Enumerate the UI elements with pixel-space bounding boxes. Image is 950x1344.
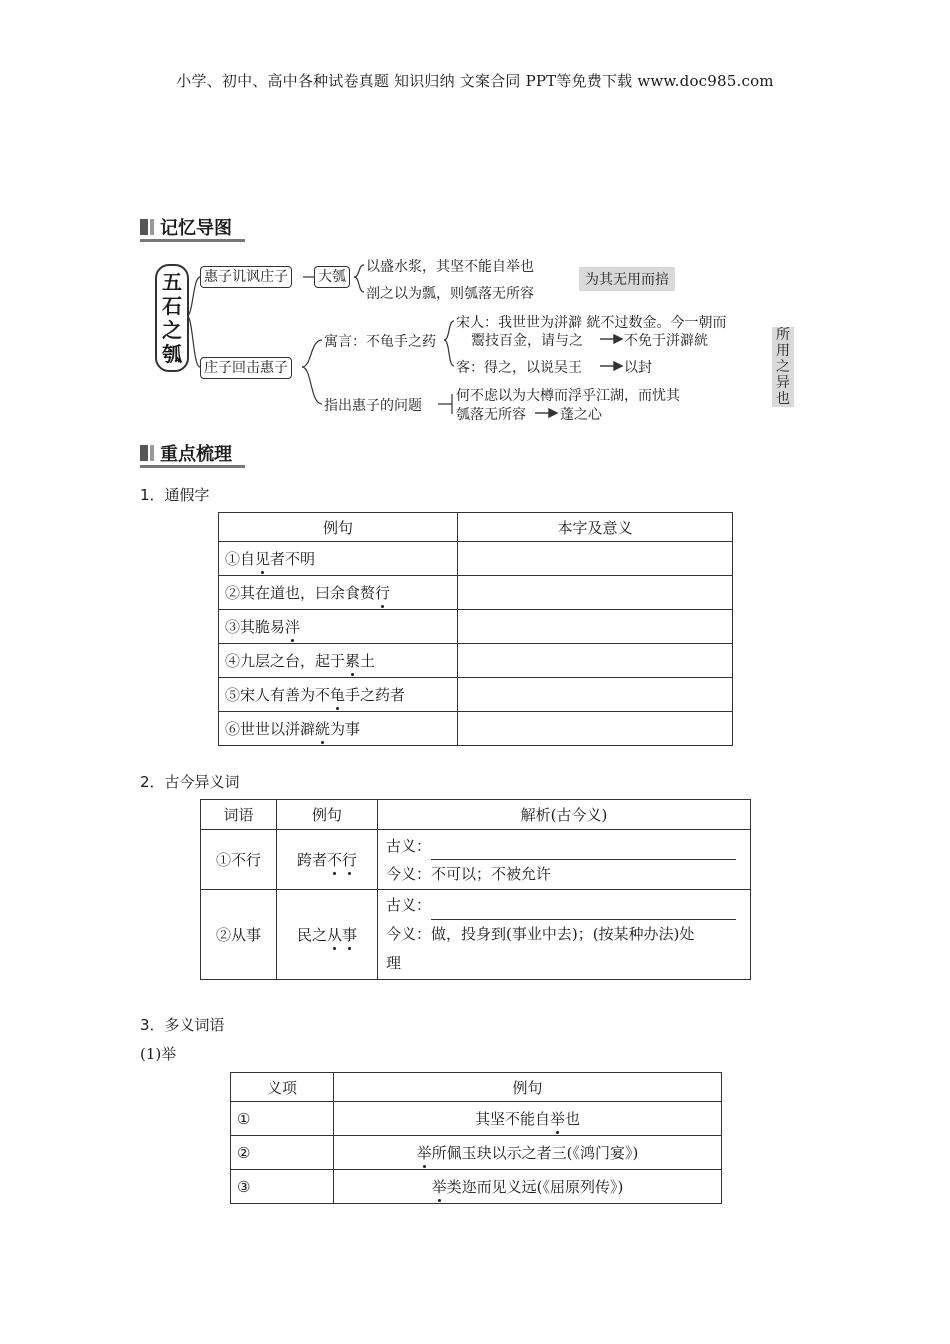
example-cell <box>334 1170 722 1204</box>
example-cell <box>219 678 458 712</box>
section-title-key-points <box>140 442 250 464</box>
section-underline <box>140 465 245 468</box>
answer-blank[interactable] <box>431 845 736 860</box>
mindmap-leaf3-line2-end: 不免于洴澼絖 <box>624 333 708 349</box>
table-duoyi <box>230 1072 722 1204</box>
table-row <box>219 610 733 644</box>
table-row <box>231 1170 722 1204</box>
connector-branch2-zhichu <box>302 367 322 404</box>
table-row <box>231 1136 722 1170</box>
text: 为事 <box>330 720 361 738</box>
connector-yuyan-ke <box>444 340 454 366</box>
mindmap-branch2-child1: 寓言：不龟手之药 <box>324 334 436 350</box>
example-cell <box>219 542 458 576</box>
gu-line <box>386 891 744 920</box>
dotted-char: 举 <box>549 1110 565 1128</box>
connector-yuyan-songren <box>444 321 454 340</box>
answer-cell[interactable] <box>458 678 733 712</box>
table-row <box>201 830 751 890</box>
sense-cell[interactable] <box>231 1170 334 1204</box>
mindmap-leaf2: 剖之以为瓢，则瓠落无所容 <box>366 286 534 302</box>
table-row <box>219 576 733 610</box>
sense-number: ② <box>237 1143 251 1162</box>
answer-cell[interactable] <box>458 542 733 576</box>
table-header: 义项 <box>231 1073 334 1102</box>
gu-label: 古义： <box>386 896 432 914</box>
section-mark-icon-2 <box>150 445 154 461</box>
table-gujin-yiyi <box>200 799 751 980</box>
page-header: 小学、初中、高中各种试卷真题 知识归纳 文案合同 PPT等免费下载 www.doc985.com <box>176 72 774 90</box>
dotted-char: 事 <box>342 926 358 944</box>
text: 跨者 <box>296 851 327 869</box>
section-mark-icon <box>140 445 148 461</box>
text: 者不明 <box>270 550 316 568</box>
mindmap-tag-yiye <box>772 327 794 407</box>
table-tongjiazi <box>218 512 733 746</box>
tag-char-3: 之 <box>776 359 790 375</box>
table-header: 例句 <box>334 1073 722 1102</box>
answer-cell[interactable] <box>458 610 733 644</box>
table-header: 本字及意义 <box>458 513 733 542</box>
table-header: 例句 <box>219 513 458 542</box>
connector-branch2-yuyan <box>302 340 322 367</box>
dotted-char: 行 <box>375 584 391 602</box>
arrow-head-2 <box>614 362 622 370</box>
word-cell: ①不行 <box>201 830 277 890</box>
example-cell <box>219 610 458 644</box>
sense-cell[interactable] <box>231 1136 334 1170</box>
sense-number: ③ <box>237 1177 251 1196</box>
word-cell: ②从事 <box>201 890 277 980</box>
table-header: 词语 <box>201 800 277 830</box>
tag-char-1: 所 <box>776 327 790 343</box>
tag-char-2: 用 <box>776 343 790 359</box>
example-cell <box>219 712 458 746</box>
table-row <box>219 712 733 746</box>
mindmap-leaf4-end: 以封 <box>624 360 652 376</box>
example-cell <box>219 644 458 678</box>
mindmap-leaf3-line2: 鬻技百金，请与之 <box>471 333 583 349</box>
dotted-char: 絖 <box>315 720 331 738</box>
mindmap-branch1: 惠子讥讽庄子 <box>200 266 292 288</box>
root-char-4: 瓠 <box>162 342 182 366</box>
jin-line-cont: 理 <box>386 954 402 972</box>
text: 所佩玉玦以示之者三(《鸿门宴》) <box>431 1144 639 1162</box>
example-cell <box>277 830 378 890</box>
sense-cell[interactable] <box>231 1102 334 1136</box>
text: ④九层之台，起于 <box>225 652 346 670</box>
section-title-text: 记忆导图 <box>160 218 232 239</box>
table-row <box>219 678 733 712</box>
gu-label: 古义： <box>386 836 432 855</box>
text: ⑥世世以洴澼 <box>225 720 316 738</box>
text: 也 <box>565 1110 581 1128</box>
part1-title: 1．通假字 <box>140 486 210 504</box>
part2-title: 2．古今异义词 <box>140 773 240 791</box>
tag-char-5: 也 <box>776 391 790 407</box>
mindmap-branch2: 庄子回击惠子 <box>200 357 292 379</box>
mindmap-leaf5-line2-end: 蓬之心 <box>560 407 602 423</box>
arrow-head-3 <box>549 409 557 417</box>
dotted-char: 行 <box>342 851 358 869</box>
mindmap-leaf1: 以盛水浆，其坚不能自举也 <box>366 259 534 275</box>
connector-zhichu-leaf <box>438 394 452 414</box>
text: 民之 <box>296 926 327 944</box>
example-cell <box>219 576 458 610</box>
connector-dahu-leaf2 <box>354 277 364 292</box>
answer-cell[interactable] <box>458 712 733 746</box>
mindmap-leaf5-line1: 何不虑以为大樽而浮乎江湖，而忧其 <box>456 388 680 404</box>
text: ②其在道也，曰余食赘 <box>225 584 376 602</box>
root-char-3: 之 <box>162 318 182 342</box>
table-row <box>219 542 733 576</box>
dotted-char: 不 <box>326 851 342 869</box>
tag-char-4: 异 <box>776 375 790 391</box>
table-header: 解析(古今义) <box>378 800 751 830</box>
root-char-2: 石 <box>162 294 182 318</box>
mindmap-leaf5-line2: 瓠落无所容 <box>456 407 526 423</box>
mindmap-leaf3-line1: 宋人：我世世为洴澼 絖不过数金。今一朝而 <box>456 315 727 331</box>
table-header: 例句 <box>277 800 378 830</box>
answer-cell[interactable] <box>458 644 733 678</box>
dotted-char: 举 <box>431 1178 447 1196</box>
example-cell <box>334 1136 722 1170</box>
answer-cell[interactable] <box>458 576 733 610</box>
dotted-char: 累 <box>345 652 361 670</box>
mindmap-branch1-child: 大瓠 <box>314 266 350 288</box>
dotted-char: 从 <box>326 926 342 944</box>
text: 手之药者 <box>345 686 406 704</box>
gu-line <box>386 832 744 860</box>
text: ⑤宋人有善为不 <box>225 686 331 704</box>
dotted-char: 举 <box>416 1144 432 1162</box>
arrow-head-1 <box>614 335 622 343</box>
connector-dahu-leaf1 <box>354 265 364 277</box>
text: ③其脆易 <box>225 618 286 636</box>
section-title-text: 重点梳理 <box>160 444 232 465</box>
text: 土 <box>360 652 376 670</box>
part3-subtitle: (1)举 <box>140 1045 177 1063</box>
table-row <box>231 1102 722 1136</box>
analysis-cell <box>378 830 751 890</box>
dotted-char: 龟 <box>330 686 346 704</box>
root-char-1: 五 <box>162 270 182 294</box>
jin-line: 今义：不可以；不被允许 <box>386 864 552 883</box>
table-row <box>201 890 751 980</box>
dotted-char: 泮 <box>285 618 301 636</box>
example-cell <box>277 890 378 980</box>
example-cell <box>334 1102 722 1136</box>
mindmap-branch2-child2: 指出惠子的问题 <box>324 398 422 414</box>
mindmap-root <box>155 264 189 372</box>
sense-number: ① <box>237 1109 251 1128</box>
answer-blank[interactable] <box>431 905 736 920</box>
text: 类迩而见义远(《屈原列传》) <box>446 1178 624 1196</box>
mindmap-tag-wuyong: 为其无用而掊 <box>579 267 675 291</box>
table-row <box>219 644 733 678</box>
dotted-char: 见 <box>255 550 271 568</box>
analysis-cell <box>378 890 751 980</box>
part3-title: 3．多义词语 <box>140 1016 225 1034</box>
text: 其坚不能自 <box>474 1110 550 1128</box>
jin-line: 今义：做，投身到(事业中去)；(按某种办法)处 <box>386 925 695 943</box>
text: ①自 <box>225 550 256 568</box>
mindmap-leaf4: 客：得之，以说吴王 <box>456 360 582 376</box>
